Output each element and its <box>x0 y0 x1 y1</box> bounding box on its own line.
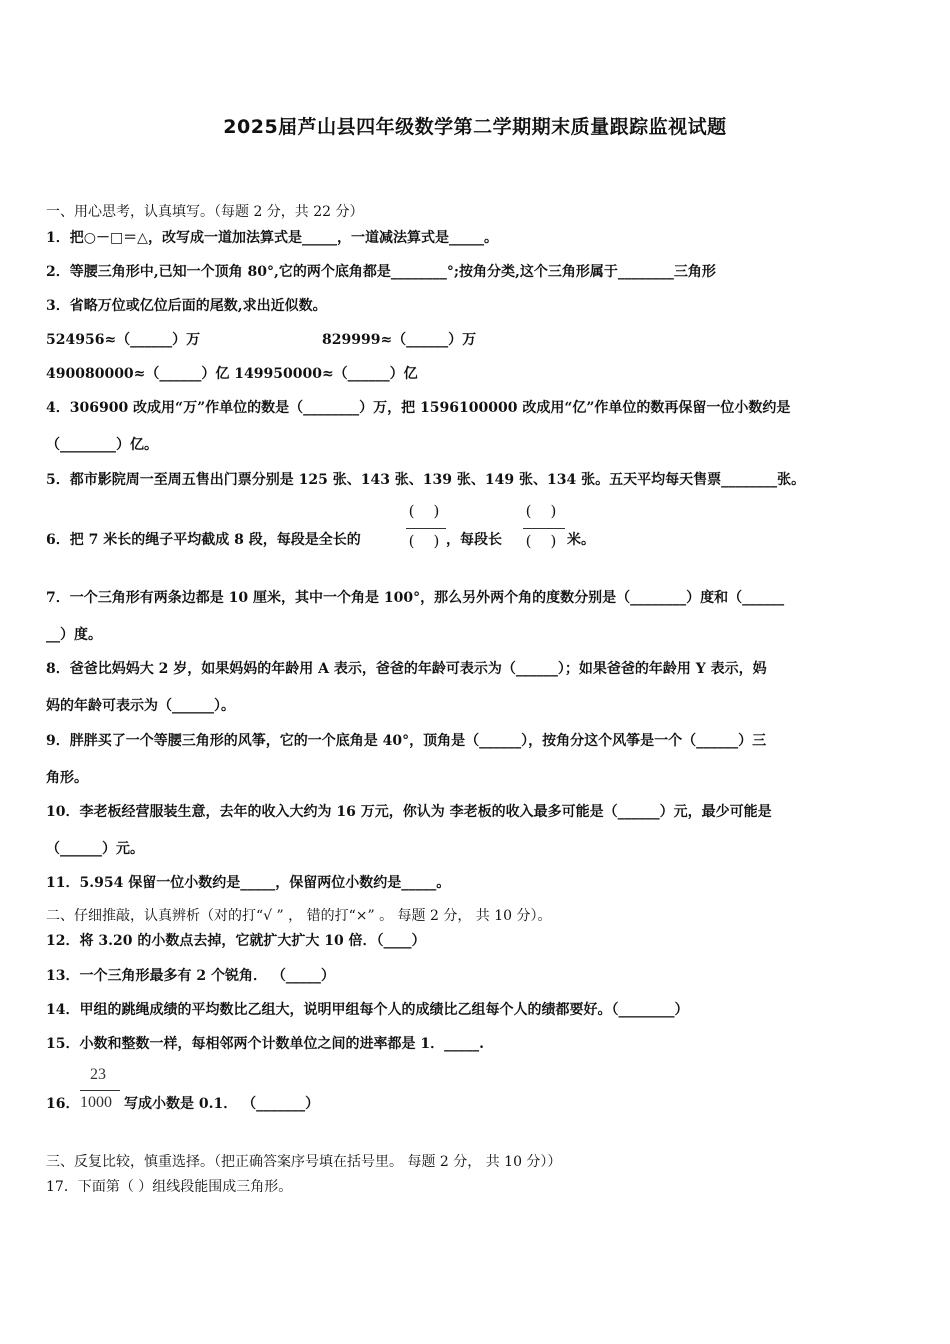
question-6-text-a: 6．把 7 米长的绳子平均截成 8 段，每段是全长的 <box>46 532 361 548</box>
q6-fraction-2-numerator: ( ) <box>525 502 557 520</box>
page-title: 2025届芦山县四年级数学第二学期期末质量跟踪监视试题 <box>223 116 727 138</box>
q16-denominator: 1000 <box>80 1094 112 1111</box>
question-8-line-1: 8．爸爸比妈妈大 2 岁，如果妈妈的年龄用 A 表示，爸爸的年龄可表示为（______）；如果爸爸的年龄用 Y 表示，妈 <box>46 661 767 677</box>
question-9-line-2: 角形。 <box>46 770 88 786</box>
q6-fraction-2-denominator: ( ) <box>525 532 557 550</box>
question-2: 2．等腰三角形中,已知一个顶角 80°,它的两个底角都是________°;按角分类,这个三角形属于________三角形 <box>46 264 716 280</box>
question-12: 12．将 3.20 的小数点去掉，它就扩大扩大 10 倍．（____） <box>46 933 426 949</box>
question-6-text-c: 米。 <box>567 532 595 548</box>
question-11: 11．5.954 保留一位小数约是_____，保留两位小数约是_____。 <box>46 875 451 891</box>
question-10-line-2: （______）元。 <box>46 841 144 857</box>
q16-fraction-bar <box>80 1090 120 1091</box>
question-1: 1．把○－□＝△，改写成一道加法算式是_____，一道减法算式是_____。 <box>46 230 498 246</box>
question-4-line-1: 4．306900 改成用“万”作单位的数是（________）万，把 1596100000 改成用“亿”作单位的数再保留一位小数约是 <box>46 400 791 416</box>
q6-fraction-1-bar <box>406 528 446 529</box>
question-7-line-2: __）度。 <box>46 627 102 643</box>
question-4-line-2: （________）亿。 <box>46 437 158 453</box>
question-16-label: 16． <box>46 1096 80 1112</box>
section-3-heading: 三、反复比较，慎重选择。（把正确答案序号填在括号里。 每题 2 分， 共 10 分）） <box>46 1154 562 1170</box>
question-15: 15．小数和整数一样，每相邻两个计数单位之间的进率都是 1．_____. <box>46 1036 484 1052</box>
question-10-line-1: 10．李老板经营服装生意，去年的收入大约为 16 万元，你认为 李老板的收入最多可能是（______）元，最少可能是 <box>46 804 772 820</box>
question-7-line-1: 7．一个三角形有两条边都是 10 厘米，其中一个角是 100°，那么另外两个角的度数分别是（________）度和（______ <box>46 590 785 606</box>
question-3-item-b: 829999≈（______）万 <box>322 332 477 348</box>
q6-fraction-2-bar <box>523 528 565 529</box>
section-2-heading: 二、仔细推敲，认真辨析（对的打“√ ” ， 错的打“×” 。 每题 2 分， 共 10 分）。 <box>46 908 552 924</box>
section-1-heading: 一、用心思考，认真填写。（每题 2 分，共 22 分） <box>46 204 364 220</box>
question-3-item-c: 490080000≈（______）亿 149950000≈（______）亿 <box>46 366 418 382</box>
question-8-line-2: 妈的年龄可表示为（______）。 <box>46 698 235 714</box>
question-17: 17．下面第（ ）组线段能围成三角形。 <box>46 1179 293 1195</box>
q6-fraction-1-numerator: ( ) <box>408 502 440 520</box>
q6-fraction-1-denominator: ( ) <box>408 532 440 550</box>
q16-numerator: 23 <box>90 1066 106 1083</box>
question-9-line-1: 9．胖胖买了一个等腰三角形的风筝，它的一个底角是 40°，顶角是（______），按角分这个风筝是一个（______）三 <box>46 733 767 749</box>
question-3-item-a: 524956≈（______）万 <box>46 332 201 348</box>
question-3: 3．省略万位或亿位后面的尾数,求出近似数。 <box>46 298 327 314</box>
question-14: 14．甲组的跳绳成绩的平均数比乙组大，说明甲组每个人的成绩比乙组每个人的绩都要好。（________） <box>46 1002 689 1018</box>
question-5: 5．都市影院周一至周五售出门票分别是 125 张、143 张、139 张、149 张、134 张。五天平均每天售票________张。 <box>46 472 806 488</box>
question-13: 13．一个三角形最多有 2 个锐角． （_____） <box>46 968 335 984</box>
question-16-text: 写成小数是 0.1． （_______） <box>124 1096 320 1112</box>
question-6-text-b: ，每段长 <box>446 532 502 548</box>
